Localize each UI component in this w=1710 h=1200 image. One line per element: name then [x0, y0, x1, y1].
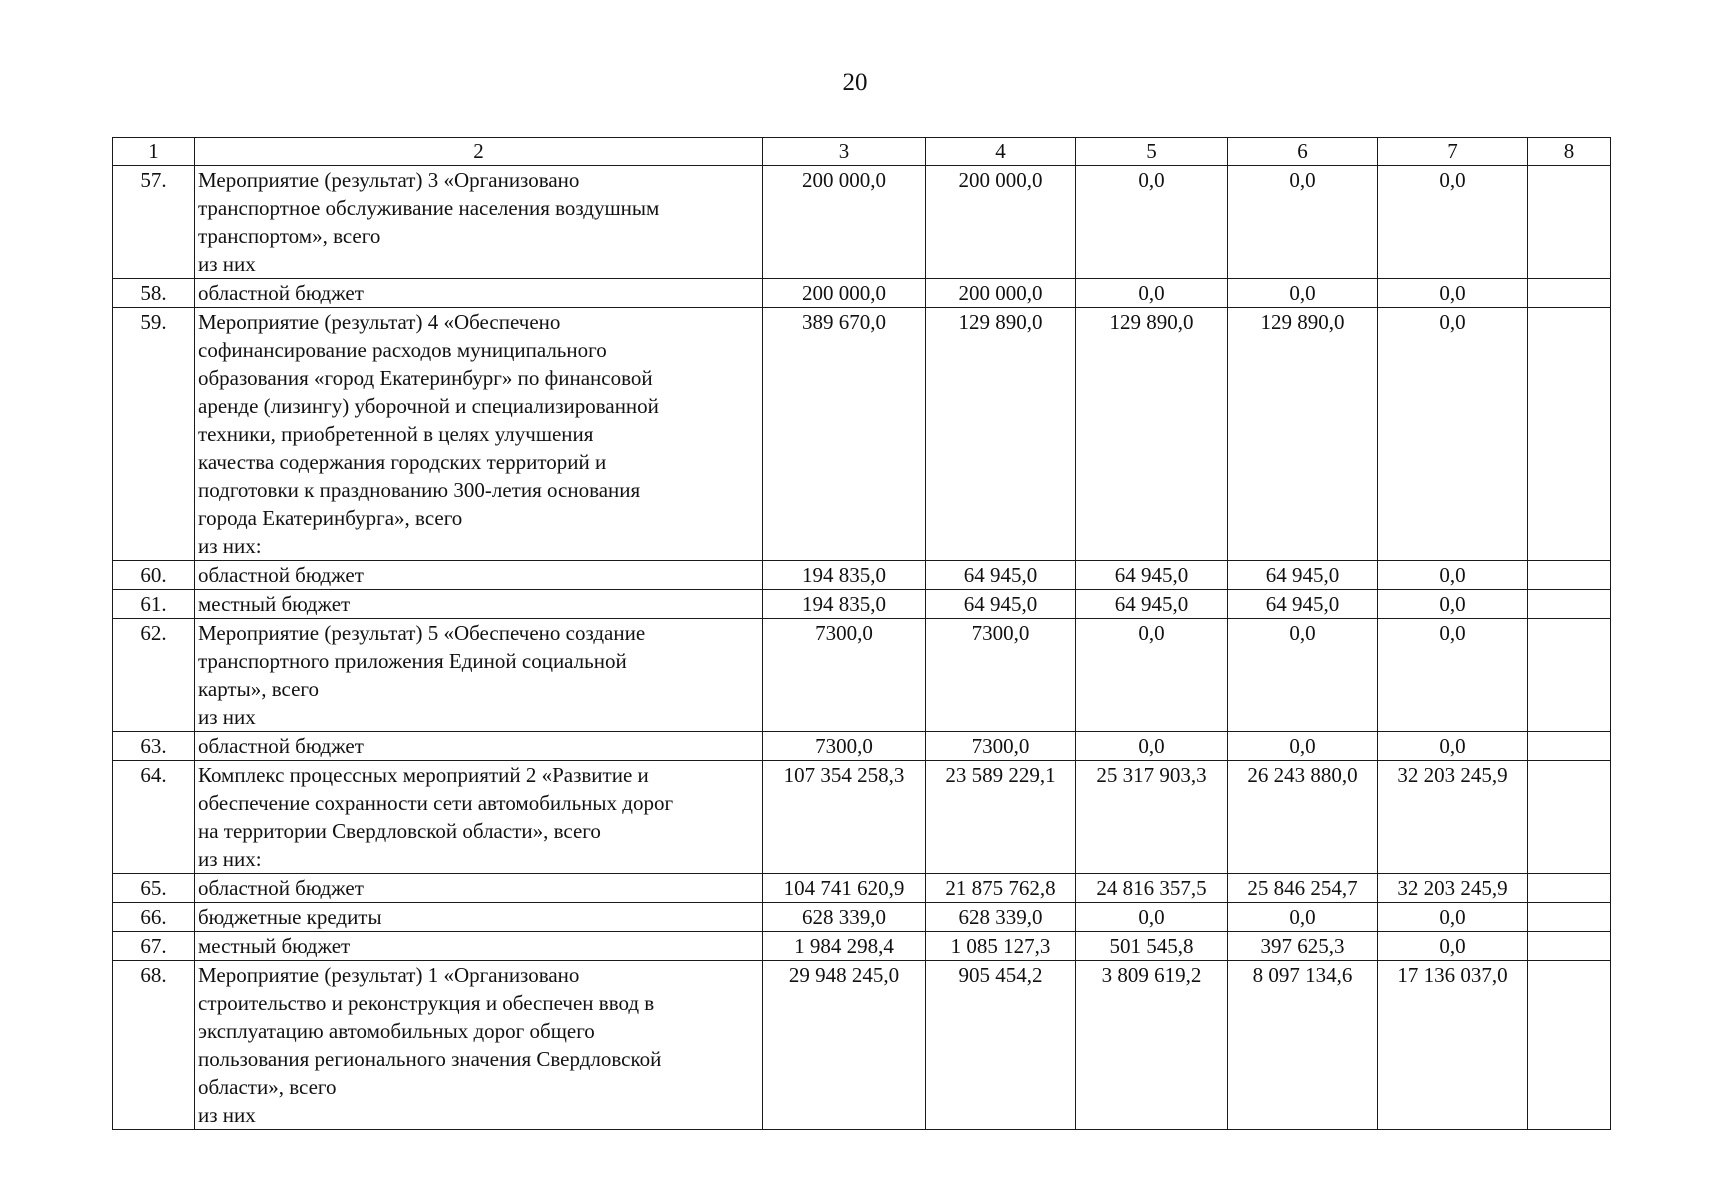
value-cell-8	[1528, 279, 1611, 308]
value-cell-7: 0,0	[1378, 903, 1528, 932]
description-line: качества содержания городских территорий и	[198, 450, 607, 474]
page-number: 20	[842, 69, 868, 96]
table-row	[113, 308, 1611, 561]
value-cell-3: 104 741 620,9	[763, 874, 926, 903]
value-cell-8	[1528, 761, 1611, 874]
value-cell-5: 64 945,0	[1076, 561, 1228, 590]
value-cell-4: 7300,0	[926, 619, 1076, 732]
table-row	[113, 166, 1611, 279]
table-row	[113, 761, 1611, 874]
value-cell-3: 1 984 298,4	[763, 932, 926, 961]
value-cell-3: 628 339,0	[763, 903, 926, 932]
value-cell-6: 64 945,0	[1228, 561, 1378, 590]
description-line: местный бюджет	[198, 934, 351, 958]
description-line: местный бюджет	[198, 592, 351, 616]
value-cell-6: 397 625,3	[1228, 932, 1378, 961]
value-cell-5: 25 317 903,3	[1076, 761, 1228, 874]
description-line: транспортного приложения Единой социальной	[198, 649, 627, 673]
description-line: из них:	[198, 847, 262, 871]
row-description	[195, 961, 763, 1130]
table-row	[113, 590, 1611, 619]
description-line: на территории Свердловской области», всего	[198, 819, 601, 843]
value-cell-3: 194 835,0	[763, 590, 926, 619]
value-cell-5: 0,0	[1076, 619, 1228, 732]
description-line: строительство и реконструкция и обеспечен ввод в	[198, 991, 655, 1015]
value-cell-5: 64 945,0	[1076, 590, 1228, 619]
row-description	[195, 590, 763, 619]
value-cell-8	[1528, 732, 1611, 761]
value-cell-6: 0,0	[1228, 732, 1378, 761]
description-line: областной бюджет	[198, 734, 364, 758]
value-cell-7: 0,0	[1378, 732, 1528, 761]
row-number: 65.	[113, 874, 195, 903]
column-header: 5	[1076, 138, 1228, 166]
value-cell-4: 7300,0	[926, 732, 1076, 761]
row-description	[195, 874, 763, 903]
value-cell-5: 24 816 357,5	[1076, 874, 1228, 903]
row-description	[195, 308, 763, 561]
value-cell-3: 200 000,0	[763, 166, 926, 279]
row-description	[195, 619, 763, 732]
description-line: софинансирование расходов муниципального	[198, 338, 607, 362]
table-header-row	[113, 138, 1611, 166]
description-line: города Екатеринбурга», всего	[198, 506, 463, 530]
table-row	[113, 903, 1611, 932]
value-cell-6: 25 846 254,7	[1228, 874, 1378, 903]
value-cell-4: 129 890,0	[926, 308, 1076, 561]
description-line: Мероприятие (результат) 5 «Обеспечено создание	[198, 621, 646, 645]
column-header: 4	[926, 138, 1076, 166]
row-number: 66.	[113, 903, 195, 932]
row-description	[195, 761, 763, 874]
value-cell-7: 0,0	[1378, 308, 1528, 561]
table-row	[113, 279, 1611, 308]
value-cell-3: 107 354 258,3	[763, 761, 926, 874]
value-cell-7: 32 203 245,9	[1378, 874, 1528, 903]
table-body	[113, 166, 1611, 1130]
value-cell-5: 129 890,0	[1076, 308, 1228, 561]
value-cell-3: 7300,0	[763, 732, 926, 761]
description-line: областной бюджет	[198, 281, 364, 305]
row-description	[195, 279, 763, 308]
value-cell-8	[1528, 932, 1611, 961]
table-row	[113, 619, 1611, 732]
row-number: 57.	[113, 166, 195, 279]
value-cell-7: 0,0	[1378, 561, 1528, 590]
description-line: Мероприятие (результат) 4 «Обеспечено	[198, 310, 561, 334]
table-row	[113, 732, 1611, 761]
value-cell-7: 32 203 245,9	[1378, 761, 1528, 874]
row-number: 62.	[113, 619, 195, 732]
row-description	[195, 166, 763, 279]
row-number: 68.	[113, 961, 195, 1130]
value-cell-6: 64 945,0	[1228, 590, 1378, 619]
value-cell-6: 0,0	[1228, 619, 1378, 732]
description-line: из них	[198, 252, 256, 276]
value-cell-6: 26 243 880,0	[1228, 761, 1378, 874]
table-row	[113, 932, 1611, 961]
value-cell-4: 200 000,0	[926, 279, 1076, 308]
value-cell-7: 0,0	[1378, 932, 1528, 961]
value-cell-4: 64 945,0	[926, 561, 1076, 590]
value-cell-7: 0,0	[1378, 590, 1528, 619]
value-cell-5: 0,0	[1076, 903, 1228, 932]
description-line: Комплекс процессных мероприятий 2 «Развитие и	[198, 763, 649, 787]
row-description	[195, 932, 763, 961]
description-line: из них	[198, 705, 256, 729]
row-number: 60.	[113, 561, 195, 590]
value-cell-8	[1528, 166, 1611, 279]
description-line: пользования регионального значения Свердловской	[198, 1047, 662, 1071]
value-cell-4: 628 339,0	[926, 903, 1076, 932]
description-line: аренде (лизингу) уборочной и специализированной	[198, 394, 659, 418]
value-cell-5: 3 809 619,2	[1076, 961, 1228, 1130]
row-description	[195, 561, 763, 590]
description-line: Мероприятие (результат) 1 «Организовано	[198, 963, 580, 987]
value-cell-8	[1528, 874, 1611, 903]
row-number: 58.	[113, 279, 195, 308]
value-cell-8	[1528, 903, 1611, 932]
row-number: 64.	[113, 761, 195, 874]
value-cell-3: 389 670,0	[763, 308, 926, 561]
value-cell-7: 0,0	[1378, 166, 1528, 279]
column-header: 2	[195, 138, 763, 166]
value-cell-8	[1528, 961, 1611, 1130]
row-number: 59.	[113, 308, 195, 561]
column-header: 1	[113, 138, 195, 166]
value-cell-6: 0,0	[1228, 279, 1378, 308]
column-header: 8	[1528, 138, 1611, 166]
value-cell-7: 17 136 037,0	[1378, 961, 1528, 1130]
value-cell-8	[1528, 619, 1611, 732]
table-row	[113, 874, 1611, 903]
value-cell-6: 0,0	[1228, 903, 1378, 932]
value-cell-8	[1528, 561, 1611, 590]
description-line: карты», всего	[198, 677, 319, 701]
description-line: областной бюджет	[198, 563, 364, 587]
value-cell-4: 23 589 229,1	[926, 761, 1076, 874]
row-description	[195, 903, 763, 932]
value-cell-6: 0,0	[1228, 166, 1378, 279]
value-cell-3: 194 835,0	[763, 561, 926, 590]
value-cell-3: 29 948 245,0	[763, 961, 926, 1130]
value-cell-6: 129 890,0	[1228, 308, 1378, 561]
value-cell-4: 1 085 127,3	[926, 932, 1076, 961]
description-line: образования «город Екатеринбург» по финансовой	[198, 366, 653, 390]
value-cell-5: 0,0	[1076, 166, 1228, 279]
value-cell-7: 0,0	[1378, 279, 1528, 308]
value-cell-4: 200 000,0	[926, 166, 1076, 279]
value-cell-8	[1528, 308, 1611, 561]
value-cell-7: 0,0	[1378, 619, 1528, 732]
row-number: 61.	[113, 590, 195, 619]
table-row	[113, 561, 1611, 590]
value-cell-4: 64 945,0	[926, 590, 1076, 619]
value-cell-4: 21 875 762,8	[926, 874, 1076, 903]
value-cell-3: 200 000,0	[763, 279, 926, 308]
value-cell-4: 905 454,2	[926, 961, 1076, 1130]
value-cell-8	[1528, 590, 1611, 619]
value-cell-5: 0,0	[1076, 732, 1228, 761]
row-description	[195, 732, 763, 761]
column-header: 3	[763, 138, 926, 166]
row-number: 67.	[113, 932, 195, 961]
budget-table	[112, 137, 1611, 1130]
value-cell-5: 0,0	[1076, 279, 1228, 308]
description-line: бюджетные кредиты	[198, 905, 382, 929]
value-cell-5: 501 545,8	[1076, 932, 1228, 961]
description-line: области», всего	[198, 1075, 337, 1099]
description-line: Мероприятие (результат) 3 «Организовано	[198, 168, 580, 192]
description-line: из них	[198, 1103, 256, 1127]
description-line: подготовки к празднованию 300-летия основания	[198, 478, 641, 502]
row-number: 63.	[113, 732, 195, 761]
column-header: 7	[1378, 138, 1528, 166]
description-line: областной бюджет	[198, 876, 364, 900]
description-line: техники, приобретенной в целях улучшения	[198, 422, 594, 446]
description-line: из них:	[198, 534, 262, 558]
value-cell-3: 7300,0	[763, 619, 926, 732]
description-line: обеспечение сохранности сети автомобильных дорог	[198, 791, 674, 815]
column-header: 6	[1228, 138, 1378, 166]
description-line: эксплуатацию автомобильных дорог общего	[198, 1019, 595, 1043]
description-line: транспортное обслуживание населения воздушным	[198, 196, 660, 220]
value-cell-6: 8 097 134,6	[1228, 961, 1378, 1130]
description-line: транспортом», всего	[198, 224, 381, 248]
table-row	[113, 961, 1611, 1130]
